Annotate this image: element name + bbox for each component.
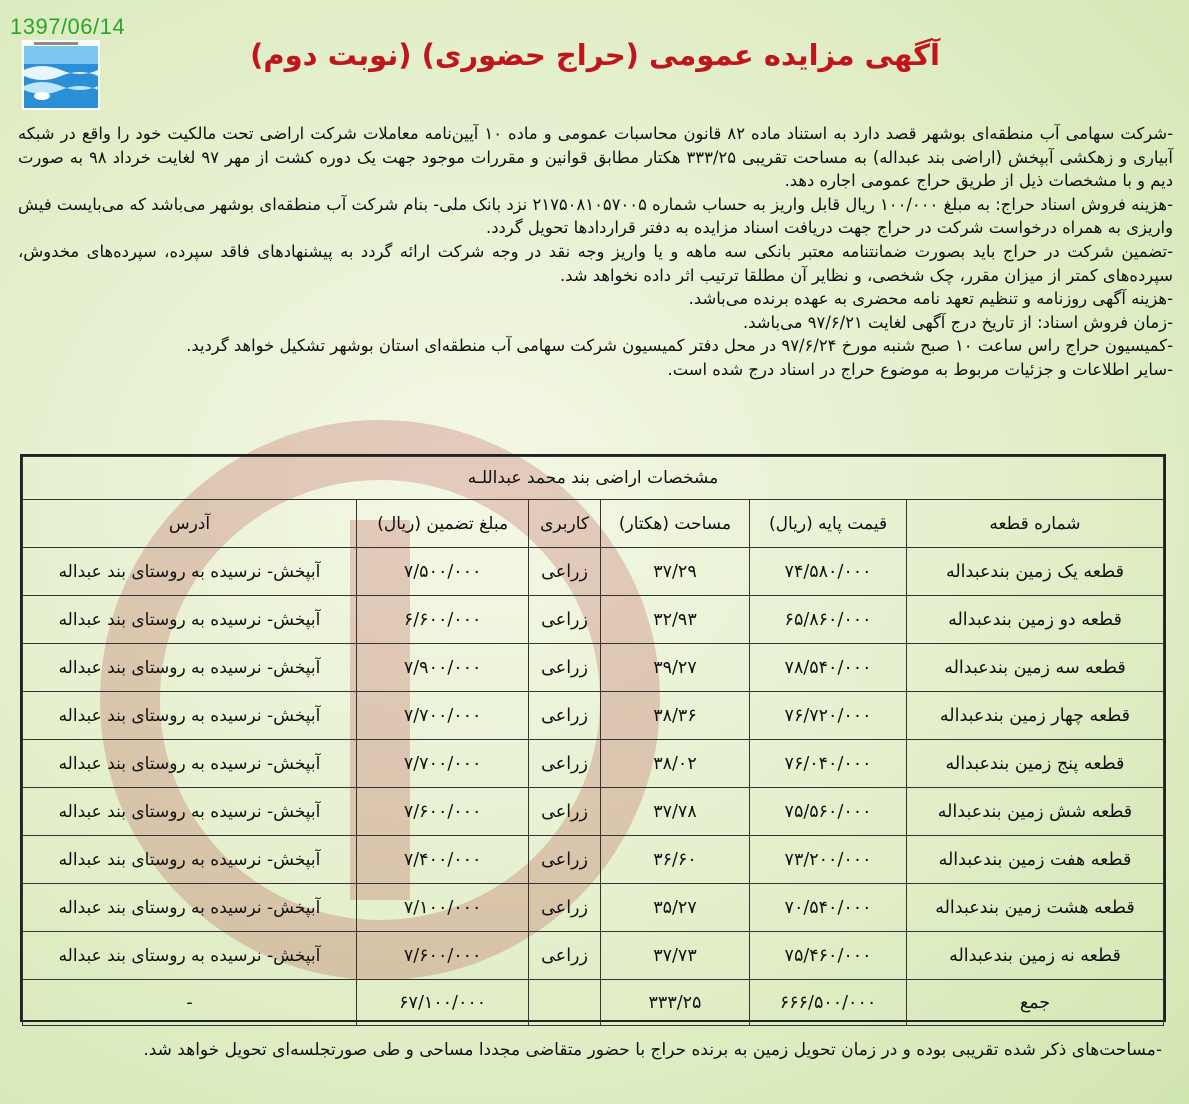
table-row <box>23 932 1164 980</box>
header-area: مساحت (هکتار) <box>600 500 749 548</box>
cell-area: ۳۷/۷۸ <box>600 788 749 836</box>
cell-base-price: ۶۵/۸۶۰/۰۰۰ <box>750 596 907 644</box>
cell-base-price: ۷۳/۲۰۰/۰۰۰ <box>750 836 907 884</box>
table-row <box>23 692 1164 740</box>
cell-usage: زراعی <box>529 596 600 644</box>
total-address: - <box>23 980 357 1026</box>
cell-plot: قطعه هشت زمین بندعبداله <box>906 884 1163 932</box>
cell-address: آبپخش- نرسیده به روستای بند عبداله <box>23 932 357 980</box>
cell-base-price: ۷۵/۴۶۰/۰۰۰ <box>750 932 907 980</box>
cell-plot: قطعه پنج زمین بندعبداله <box>906 740 1163 788</box>
cell-plot: قطعه هفت زمین بندعبداله <box>906 836 1163 884</box>
paragraph-document-fee: -هزینه فروش اسناد حراج: به مبلغ ۱۰۰/۰۰۰ ریال قابل واریز به حساب شماره ۲۱۷۵۰۸۱۰۵۷۰۰۵ نزد بانک ملی- بنام شرکت آب منطقه‌ای بوشهر می‌باشد که می‌بایست فیش واریزی به همراه درخواست شرکت در حراج جهت دریافت اسناد مزایده به دفتر قراردادها تحویل گردد. <box>18 194 1173 238</box>
cell-plot: قطعه دو زمین بندعبداله <box>906 596 1163 644</box>
table-row <box>23 740 1164 788</box>
cell-guarantee: ۷/۷۰۰/۰۰۰ <box>356 740 528 788</box>
cell-guarantee: ۷/۱۰۰/۰۰۰ <box>356 884 528 932</box>
total-area: ۳۳۳/۲۵ <box>600 980 749 1026</box>
header-usage: کاربری <box>529 500 600 548</box>
cell-plot: قطعه شش زمین بندعبداله <box>906 788 1163 836</box>
cell-guarantee: ۷/۶۰۰/۰۰۰ <box>356 932 528 980</box>
table-row <box>23 836 1164 884</box>
cell-usage: زراعی <box>529 788 600 836</box>
cell-area: ۳۲/۹۳ <box>600 596 749 644</box>
cell-guarantee: ۶/۶۰۰/۰۰۰ <box>356 596 528 644</box>
header-plot-number: شماره قطعه <box>906 500 1163 548</box>
cell-usage: زراعی <box>529 932 600 980</box>
header-address: آدرس <box>23 500 357 548</box>
table-header-row <box>23 500 1164 548</box>
cell-area: ۳۶/۶۰ <box>600 836 749 884</box>
cell-plot: قطعه سه زمین بندعبداله <box>906 644 1163 692</box>
cell-address: آبپخش- نرسیده به روستای بند عبداله <box>23 740 357 788</box>
paragraph-sale-time: -زمان فروش اسناد: از تاریخ درج آگهی لغایت ۹۷/۶/۲۱ می‌باشد. <box>742 312 1173 332</box>
total-usage <box>529 980 600 1026</box>
announcement-body <box>18 122 1173 382</box>
header-base-price: قیمت پایه (ریال) <box>750 500 907 548</box>
date-stamp: 1397/06/14 <box>10 14 126 39</box>
cell-guarantee: ۷/۴۰۰/۰۰۰ <box>356 836 528 884</box>
cell-usage: زراعی <box>529 548 600 596</box>
table-row <box>23 644 1164 692</box>
cell-address: آبپخش- نرسیده به روستای بند عبداله <box>23 788 357 836</box>
cell-guarantee: ۷/۵۰۰/۰۰۰ <box>356 548 528 596</box>
total-label: جمع <box>906 980 1163 1026</box>
table-caption: مشخصات اراضی بند محمد عبداللـه <box>23 457 1164 500</box>
cell-base-price: ۷۵/۵۶۰/۰۰۰ <box>750 788 907 836</box>
paragraph-guarantee: -تضمین شرکت در حراج باید بصورت ضمانتنامه معتبر بانکی سه ماهه و یا واریز وجه نقد در وجه شرکت ارائه گردد به پیشنهادهای فاقد سپرده، سپرده‌های مخدوش، سپرده‌های کمتر از میزان مقرر، چک شخصی، و نظایر آن مطلقا ترتیب اثر داده نخواهد شد. <box>18 241 1173 285</box>
cell-area: ۳۸/۰۲ <box>600 740 749 788</box>
cell-usage: زراعی <box>529 644 600 692</box>
cell-guarantee: ۷/۶۰۰/۰۰۰ <box>356 788 528 836</box>
total-guarantee: ۶۷/۱۰۰/۰۰۰ <box>356 980 528 1026</box>
cell-area: ۳۸/۳۶ <box>600 692 749 740</box>
cell-usage: زراعی <box>529 884 600 932</box>
table-total-row <box>23 980 1164 1026</box>
cell-address: آبپخش- نرسیده به روستای بند عبداله <box>23 692 357 740</box>
cell-area: ۳۷/۲۹ <box>600 548 749 596</box>
cell-guarantee: ۷/۷۰۰/۰۰۰ <box>356 692 528 740</box>
header-guarantee: مبلغ تضمین (ریال) <box>356 500 528 548</box>
table-row <box>23 596 1164 644</box>
page-title: آگهی مزایده عمومی (حراج حضوری) (نوبت دوم) <box>250 38 940 72</box>
cell-base-price: ۷۸/۵۴۰/۰۰۰ <box>750 644 907 692</box>
cell-plot: قطعه نه زمین بندعبداله <box>906 932 1163 980</box>
land-table <box>20 454 1166 1022</box>
total-base-price: ۶۶۶/۵۰۰/۰۰۰ <box>750 980 907 1026</box>
cell-usage: زراعی <box>529 836 600 884</box>
paragraph-other-info: -سایر اطلاعات و جزئیات مربوط به موضوع حراج در اسناد درج شده است. <box>667 359 1173 379</box>
cell-plot: قطعه یک زمین بندعبداله <box>906 548 1163 596</box>
cell-address: آبپخش- نرسیده به روستای بند عبداله <box>23 644 357 692</box>
cell-area: ۳۷/۷۳ <box>600 932 749 980</box>
cell-usage: زراعی <box>529 740 600 788</box>
cell-base-price: ۷۰/۵۴۰/۰۰۰ <box>750 884 907 932</box>
cell-guarantee: ۷/۹۰۰/۰۰۰ <box>356 644 528 692</box>
cell-plot: قطعه چهار زمین بندعبداله <box>906 692 1163 740</box>
paragraph-intro: -شرکت سهامی آب منطقه‌ای بوشهر قصد دارد به استناد ماده ۸۲ قانون محاسبات عمومی و ماده ۱۰ آیین‌نامه معاملات شرکت اراضی تحت مالکیت خود را واقع در شبکه آبیاری و زهکشی آبپخش (اراضی بند عبداله) به مساحت تقریبی ۳۳۳/۲۵ هکتار مطابق قوانین و مقررات موجود جهت یک دوره کشت از مهر ۹۷ لغایت خرداد ۹۸ به صورت دیم و با مشخصات ذیل از طریق حراج عمومی اجاره دهد. <box>18 124 1173 191</box>
paragraph-ad-cost: -هزینه آگهی روزنامه و تنظیم تعهد نامه محضری به عهده برنده می‌باشد. <box>688 289 1173 309</box>
table-row <box>23 548 1164 596</box>
table-row <box>23 884 1164 932</box>
cell-usage: زراعی <box>529 692 600 740</box>
cell-area: ۳۹/۲۷ <box>600 644 749 692</box>
cell-address: آبپخش- نرسیده به روستای بند عبداله <box>23 596 357 644</box>
cell-address: آبپخش- نرسیده به روستای بند عبداله <box>23 836 357 884</box>
cell-base-price: ۷۴/۵۸۰/۰۰۰ <box>750 548 907 596</box>
cell-area: ۳۵/۲۷ <box>600 884 749 932</box>
paragraph-commission: -کمیسیون حراج راس ساعت ۱۰ صبح شنبه مورخ ۹۷/۶/۲۴ در محل دفتر کمیسیون شرکت سهامی آب منطقه‌ای استان بوشهر تشکیل خواهد گردید. <box>186 336 1173 356</box>
cell-address: آبپخش- نرسیده به روستای بند عبداله <box>23 548 357 596</box>
cell-base-price: ۷۶/۰۴۰/۰۰۰ <box>750 740 907 788</box>
cell-address: آبپخش- نرسیده به روستای بند عبداله <box>23 884 357 932</box>
footer-note: -مساحت‌های ذکر شده تقریبی بوده و در زمان تحویل زمین به برنده حراج با حضور متقاضی مجددا مساحی و طی صورتجلسه‌ای تحویل خواهد شد. <box>143 1040 1162 1060</box>
company-logo <box>22 40 100 110</box>
table-row <box>23 788 1164 836</box>
cell-base-price: ۷۶/۷۲۰/۰۰۰ <box>750 692 907 740</box>
